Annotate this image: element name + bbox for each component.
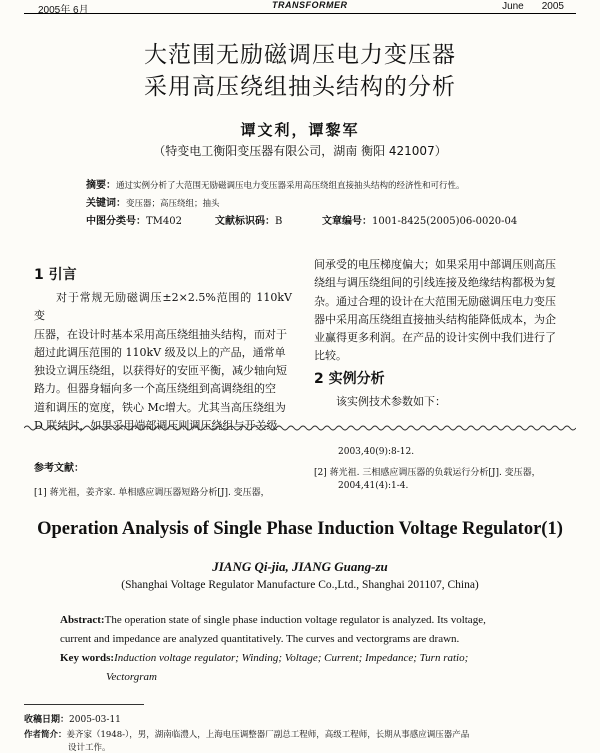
author-bio <box>24 728 584 740</box>
bio-label: 作者简介： <box>24 730 67 740</box>
right-column-line: 业赢得更多利润。在产品的设计实例中我们进行了 <box>314 331 556 345</box>
received-date <box>24 712 121 725</box>
footnote-rule <box>24 704 144 705</box>
doc-label: 文献标识码： <box>215 216 275 227</box>
bio-text: 姜齐家（1948-），男，湖南临澧人，上海电压调整器厂副总工程师，高级工程师，长期从事感应调压器产品 <box>66 730 470 740</box>
english-keywords-line: Vectorgram <box>106 671 157 683</box>
title-line-1: 大范围无励磁调压电力变压器 <box>144 42 456 68</box>
section-1-body <box>34 289 292 435</box>
right-column-body <box>314 256 576 366</box>
abstract-cn <box>86 176 576 191</box>
received-label: 收稿日期： <box>24 715 70 725</box>
title-line-2: 采用高压绕组抽头结构的分析 <box>144 74 456 100</box>
reference-1-cont: 2003,40(9):8-12. <box>338 447 415 457</box>
english-keywords-label: Key words: <box>60 652 115 664</box>
wavy-divider <box>24 424 576 432</box>
article-number <box>322 212 517 227</box>
abstract-text: 通过实例分析了大范围无励磁调压电力变压器采用高压绕组直接抽头结构的经济性和可行性。 <box>116 181 465 191</box>
article-label: 文章编号： <box>322 216 372 227</box>
section-1-heading: 1 引言 <box>34 267 77 283</box>
right-column-line: 器中采用高压绕组直接抽头结构能降低成本，为企 <box>314 312 556 326</box>
clc-label: 中图分类号： <box>86 216 146 227</box>
header-month: June <box>502 1 524 12</box>
header-issue: 2005年 6月 <box>38 5 89 16</box>
right-column-line: 绕组与调压绕组间的引线连接及绝缘结构都极为复 <box>314 276 556 290</box>
section-1-line: 超过此调压范围的 110kV 级及以上的产品，通常单 <box>34 345 286 359</box>
references-label: 参考文献： <box>34 463 84 474</box>
english-abstract-line: current and impedance are analyzed quantitatively. The curves and vectorgrams are drawn. <box>60 633 460 645</box>
author-bio-cont: 设计工作。 <box>68 743 111 753</box>
english-abstract <box>60 611 560 687</box>
reference-1: [1] 蒋光祖，姜齐家. 单相感应调压器短路分析[J]. 变压器， <box>34 488 270 498</box>
section-2-heading: 2 实例分析 <box>314 371 385 387</box>
keywords-text: 变压器；高压绕组；抽头 <box>126 199 220 209</box>
clc-number <box>86 212 182 227</box>
english-abstract-label: Abstract: <box>60 614 105 626</box>
section-1-line: 对于常规无励磁调压±2×2.5%范围的 110kV 变 <box>34 291 292 323</box>
english-abstract-line: The operation state of single phase induction voltage regulator is analyzed. Its voltage, <box>104 614 486 626</box>
section-1-line: 路力。但器身辐向多一个高压绕组到高调绕组的空 <box>34 382 276 396</box>
english-affiliation: (Shanghai Voltage Regulator Manufacture Co.,Ltd., Shanghai 201107, China) <box>121 579 479 591</box>
right-column-line: 间承受的电压梯度偏大；如果采用中部调压则高压 <box>314 258 556 271</box>
reference-2: [2] 蒋光祖. 三相感应调压器的负载运行分析[J]. 变压器， <box>314 468 541 478</box>
header-date <box>484 1 564 12</box>
received-value: 2005-03-11 <box>69 715 121 725</box>
abstract-label: 摘要： <box>86 180 116 191</box>
doc-code <box>215 212 282 227</box>
section-1-line: D 联结时，如果采用端部调压则调压绕组与开关级 <box>34 419 278 433</box>
section-1-line: 道和调压的宽度，铁心 Mc增大。尤其当高压绕组为 <box>34 400 286 414</box>
right-column-line: 杂。通过合理的设计在大范围无励磁调压电力变压 <box>314 294 556 308</box>
header-year: 2005 <box>541 1 564 12</box>
section-1-line: 压器，在设计时基本采用高压绕组抽头结构，而对于 <box>34 327 287 341</box>
english-authors: JIANG Qi-jia, JIANG Guang-zu <box>212 559 388 574</box>
reference-2-cont: 2004,41(4):1-4. <box>338 481 409 491</box>
right-column-line: 比较。 <box>314 349 347 363</box>
section-1-line: 独设立调压绕组，以获得好的安匝平衡，减少轴向短 <box>34 364 287 378</box>
english-title: Operation Analysis of Single Phase Induction Voltage Regulator(1) <box>37 519 563 539</box>
clc-value: TM402 <box>146 216 182 227</box>
doc-value: B <box>275 216 283 227</box>
keywords-cn <box>86 194 220 209</box>
section-2-text: 该实例技术参数如下： <box>336 395 446 408</box>
english-keywords-line: Induction voltage regulator; Winding; Voltage; Current; Impedance; Turn ratio; <box>114 652 469 664</box>
authors-cn: 谭文利，谭黎军 <box>240 121 360 139</box>
header-journal-name: TRANSFORMER <box>272 0 348 10</box>
article-value: 1001-8425(2005)06-0020-04 <box>372 216 518 227</box>
keywords-label: 关键词： <box>86 198 126 209</box>
affiliation-cn: （特变电工衡阳变压器有限公司，湖南 衡阳 421007） <box>153 144 447 158</box>
